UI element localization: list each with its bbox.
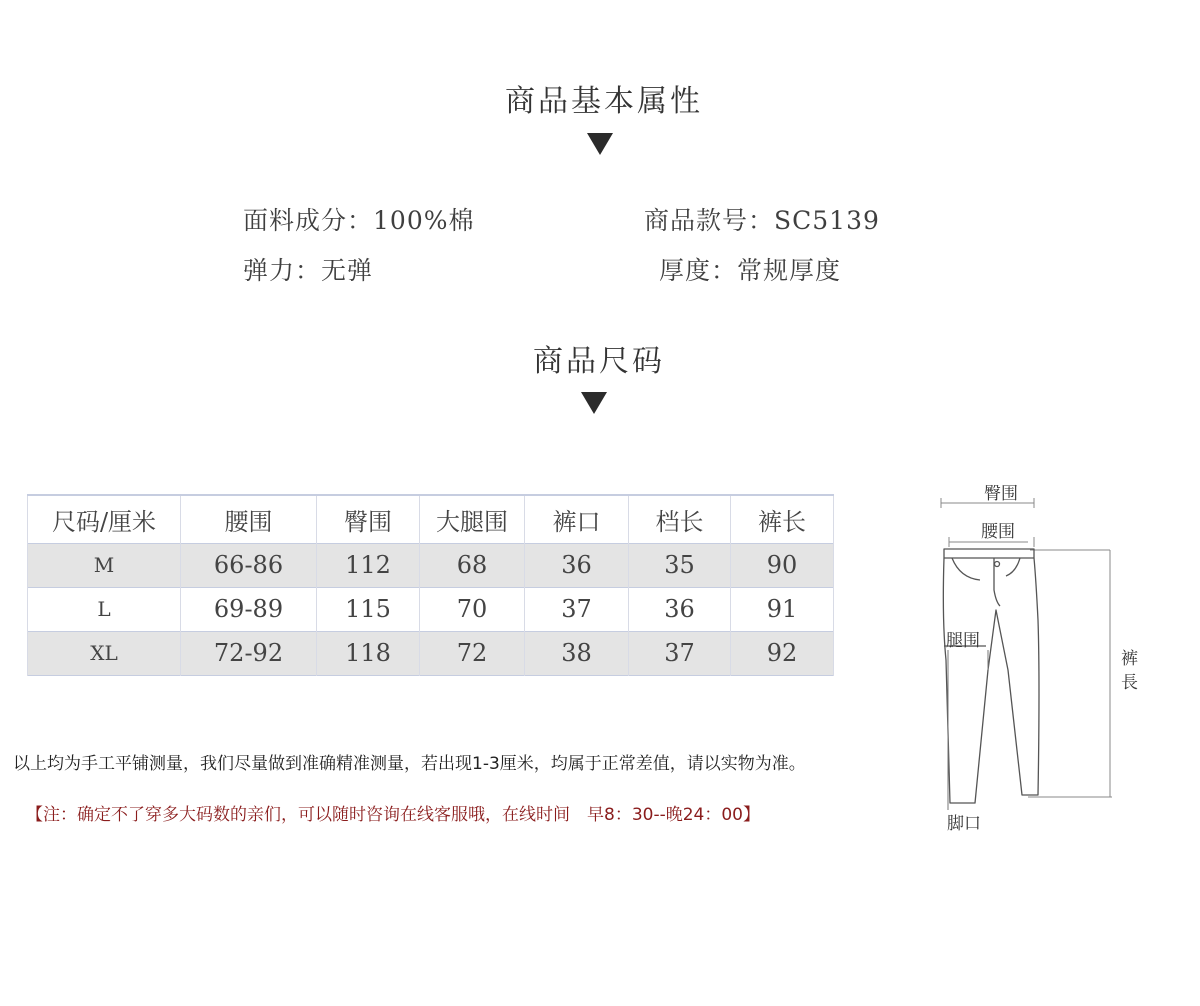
diagram-label-length-1: 裤 [1121,649,1138,669]
down-triangle-icon [581,392,607,414]
table-row [28,631,834,675]
attr-elasticity [243,251,373,287]
thigh-cell: 70 [420,587,525,631]
attr-thickness [659,251,841,287]
attr-fabric-label: 面料成分： [243,206,374,235]
header-thigh: 大腿围 [420,495,525,543]
hem-cell: 37 [525,587,629,631]
size-section-title: 商品尺码 [533,344,665,379]
waist-cell: 72-92 [181,631,317,675]
length-cell: 90 [731,543,834,587]
measurement-note: 以上均为手工平铺测量，我们尽量做到准确精准测量，若出现1-3厘米，均属于正常差值，请以实物为准。 [13,754,806,774]
down-triangle-icon [587,133,613,155]
attr-style-no-value: SC5139 [774,206,880,235]
attr-thickness-label: 厚度： [659,256,738,285]
waist-cell: 69-89 [181,587,317,631]
diagram-label-hip: 臀围 [984,484,1018,504]
diagram-label-hem: 脚口 [947,814,981,834]
size-cell: XL [28,631,181,675]
hip-cell: 118 [317,631,420,675]
header-hip: 臀围 [317,495,420,543]
header-size-unit: 尺码/厘米 [28,495,181,543]
table-row [28,587,834,631]
thigh-cell: 68 [420,543,525,587]
size-table-header-row [28,495,834,543]
header-hem: 裤口 [525,495,629,543]
hip-cell: 115 [317,587,420,631]
attr-fabric-value: 100%棉 [373,206,475,235]
length-cell: 92 [731,631,834,675]
rise-cell: 36 [629,587,731,631]
diagram-label-waist: 腰围 [981,522,1015,542]
header-rise: 档长 [629,495,731,543]
size-cell: M [28,543,181,587]
attr-thickness-value: 常规厚度 [737,256,842,285]
waist-cell: 66-86 [181,543,317,587]
attr-fabric [243,201,475,237]
header-waist: 腰围 [181,495,317,543]
hip-cell: 112 [317,543,420,587]
thigh-cell: 72 [420,631,525,675]
attr-elasticity-value: 无弹 [321,256,374,285]
rise-cell: 35 [629,543,731,587]
size-table [27,494,834,676]
basic-attributes-title: 商品基本属性 [505,84,703,119]
pants-diagram [930,470,1150,840]
attr-style-no [644,201,880,237]
attr-elasticity-label: 弹力： [243,256,322,285]
length-cell: 91 [731,587,834,631]
size-cell: L [28,587,181,631]
header-length: 裤长 [731,495,834,543]
rise-cell: 37 [629,631,731,675]
hem-cell: 36 [525,543,629,587]
contact-note: 【注：确定不了穿多大码数的亲们，可以随时咨询在线客服哦，在线时间 早8：30--晚24：00】 [26,805,760,825]
diagram-label-length-2: 長 [1121,673,1138,693]
table-row [28,543,834,587]
diagram-label-thigh: 腿围 [946,631,980,651]
attr-style-no-label: 商品款号： [644,206,775,235]
hem-cell: 38 [525,631,629,675]
